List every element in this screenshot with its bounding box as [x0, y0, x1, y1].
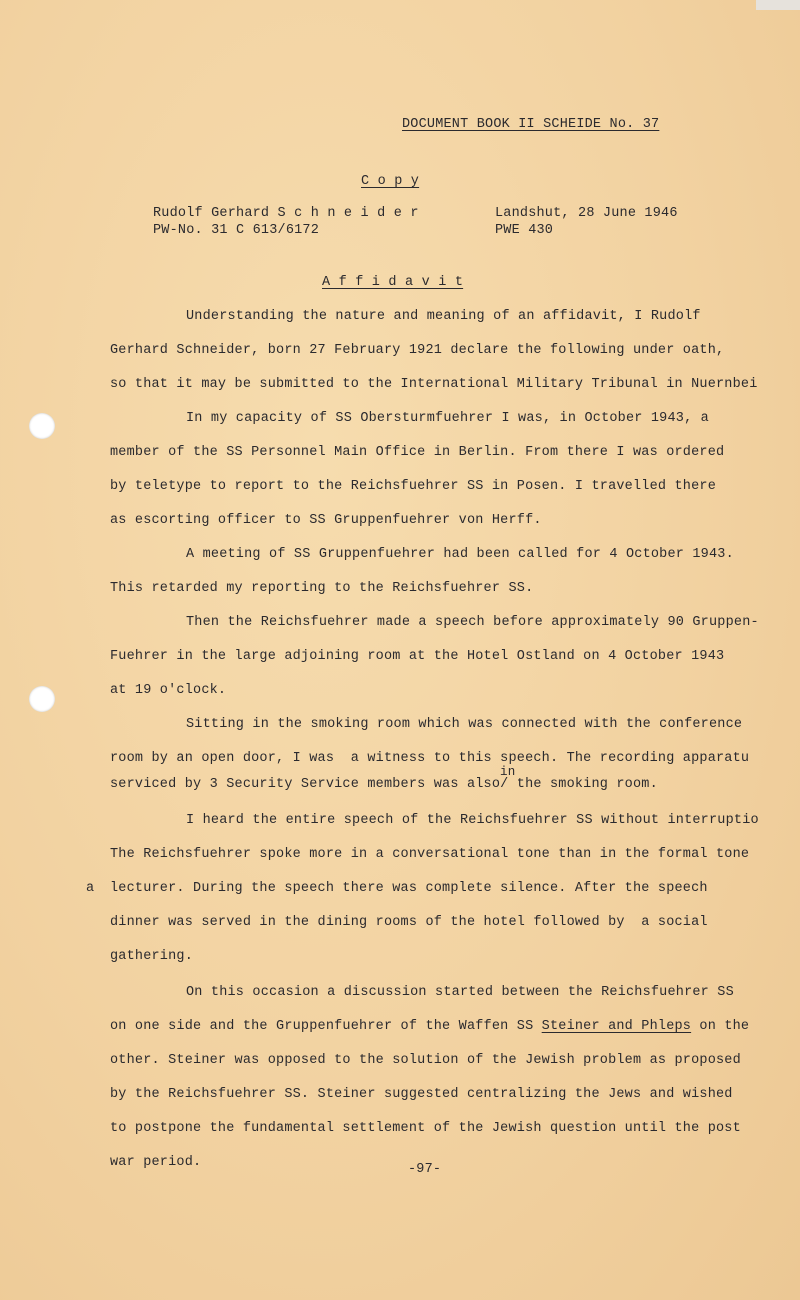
body-line: In my capacity of SS Obersturmfuehrer I was, in October 1943, a — [186, 411, 709, 426]
body-line: by teletype to report to the Reichsfuehrer SS in Posen. I travelled there — [110, 479, 716, 494]
punch-hole-lower — [29, 686, 55, 712]
body-line: This retarded my reporting to the Reichsfuehrer SS. — [110, 581, 534, 596]
body-line: A meeting of SS Gruppenfuehrer had been called for 4 October 1943. — [186, 547, 734, 562]
deponent-pw-number: PW-No. 31 C 613/6172 — [153, 223, 320, 238]
body-line: On this occasion a discussion started between the Reichsfuehrer SS — [186, 985, 734, 1000]
page-number: -97- — [408, 1162, 442, 1177]
body-line: Sitting in the smoking room which was connected with the conference — [186, 717, 743, 732]
body-line: The Reichsfuehrer spoke more in a conversational tone than in the formal tone — [110, 847, 750, 862]
body-line: at 19 o'clock. — [110, 683, 227, 698]
body-line: so that it may be submitted to the International Military Tribunal in Nuernbei — [110, 377, 758, 392]
body-line: lecturer. During the speech there was complete silence. After the speech — [110, 881, 708, 896]
copy-label: C o p y — [361, 174, 420, 189]
body-line: I heard the entire speech of the Reichsfuehrer SS without interruptio — [186, 813, 759, 828]
body-line: by the Reichsfuehrer SS. Steiner suggested centralizing the Jews and wished — [110, 1087, 733, 1102]
underlined-names: Steiner and Phleps — [541, 1019, 692, 1034]
body-line: Gerhard Schneider, born 27 February 1921 declare the following under oath, — [110, 343, 725, 358]
body-line: war period. — [110, 1155, 202, 1170]
body-line: as escorting officer to SS Gruppenfuehrer von Herff. — [110, 513, 542, 528]
body-line: other. Steiner was opposed to the solution of the Jewish problem as proposed — [110, 1053, 741, 1068]
margin-annotation: a — [86, 881, 95, 896]
place-and-date: Landshut, 28 June 1946 — [495, 206, 678, 221]
body-line: Fuehrer in the large adjoining room at the Hotel Ostland on 4 October 1943 — [110, 649, 725, 664]
deponent-name: Rudolf Gerhard S c h n e i d e r — [153, 206, 419, 221]
body-line: dinner was served in the dining rooms of the hotel followed by a social — [110, 915, 708, 930]
body-line: member of the SS Personnel Main Office in Berlin. From there I was ordered — [110, 445, 725, 460]
punch-hole-upper — [29, 413, 55, 439]
affidavit-title: A f f i d a v i t — [322, 275, 464, 290]
body-line-text: on the — [691, 1019, 750, 1034]
body-line: to postpone the fundamental settlement of the Jewish question until the post — [110, 1121, 741, 1136]
body-line: Then the Reichsfuehrer made a speech before approximately 90 Gruppen- — [186, 615, 759, 630]
body-line: gathering. — [110, 949, 194, 964]
body-line — [110, 1019, 749, 1035]
body-line-text: on one side and the Gruppenfuehrer of the Waffen SS — [110, 1019, 542, 1034]
body-line: room by an open door, I was a witness to this speech. The recording apparatu — [110, 751, 750, 766]
page-corner-tab — [756, 0, 800, 10]
pwe-number: PWE 430 — [495, 223, 554, 238]
document-book-reference: DOCUMENT BOOK II SCHEIDE No. 37 — [402, 117, 660, 132]
body-line: Understanding the nature and meaning of an affidavit, I Rudolf — [186, 309, 701, 324]
body-line: serviced by 3 Security Service members was also/ the smoking room. — [110, 777, 658, 792]
interlinear-insertion: in — [500, 765, 516, 779]
